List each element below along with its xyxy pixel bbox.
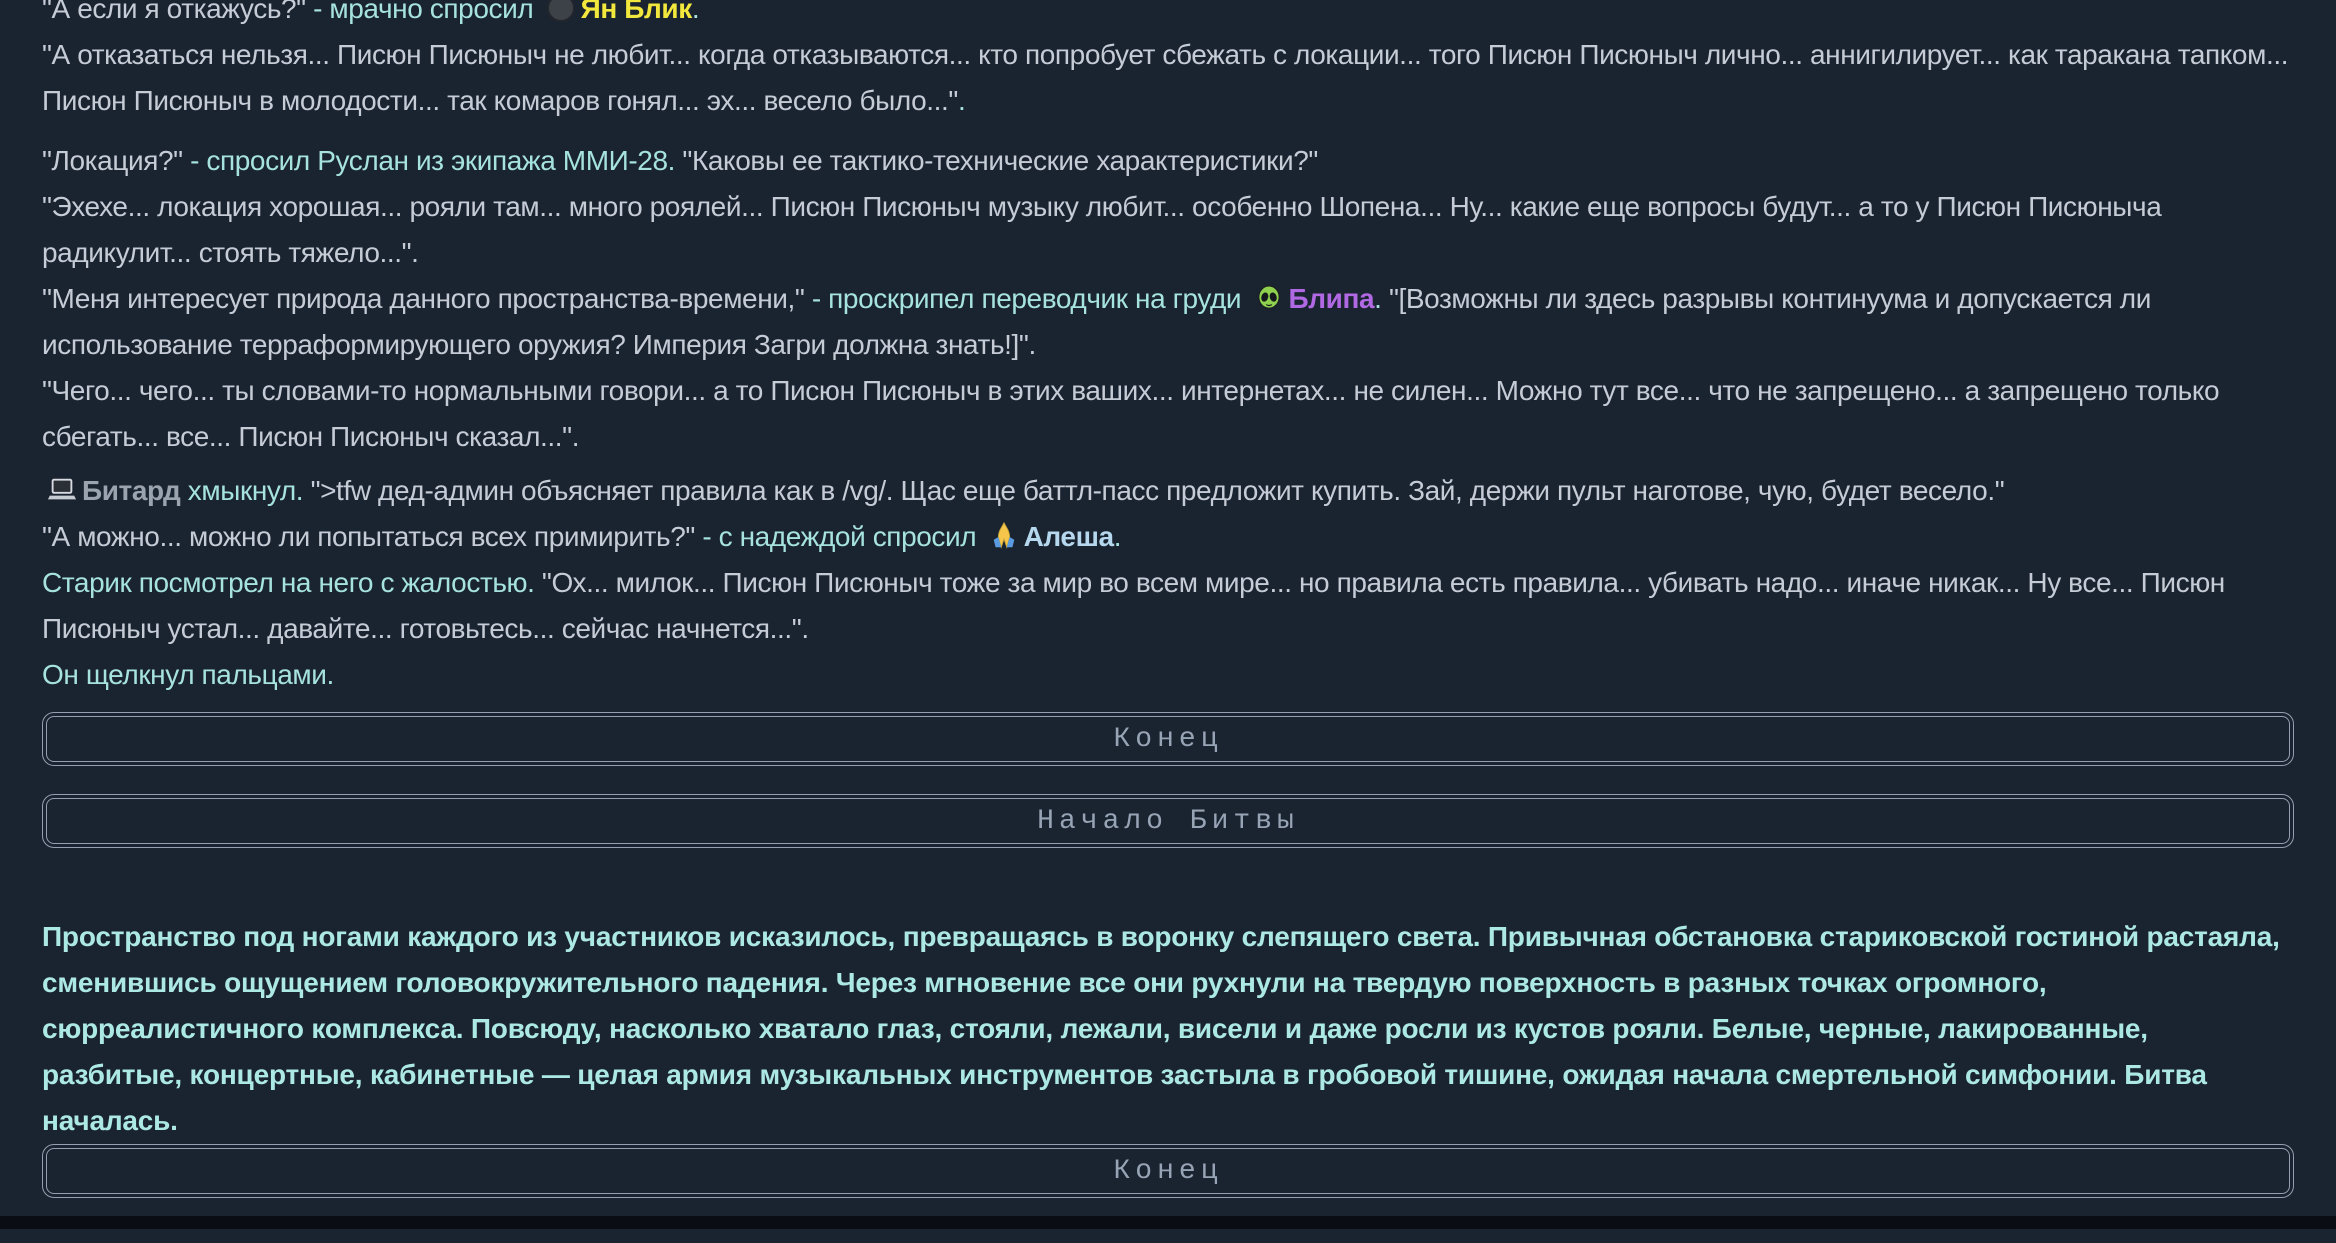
story-paragraph bbox=[42, 138, 2294, 184]
text-segment: . bbox=[691, 0, 700, 24]
text-segment: "А можно... можно ли попытаться всех примирить?" bbox=[42, 521, 703, 552]
text-segment: "Каковы ее тактико-технические характеристики?" bbox=[675, 145, 1318, 176]
story-paragraph bbox=[42, 514, 2294, 560]
story-paragraph bbox=[42, 652, 2294, 698]
text-segment bbox=[180, 475, 187, 506]
character-name: Ян Блик bbox=[580, 0, 692, 24]
end-button[interactable] bbox=[42, 712, 2294, 766]
character-name: Битард bbox=[82, 475, 181, 506]
text-segment: "[Возможны ли здесь разрывы континуума и допускается ли использование терраформирующего оружия? Империя Загри должна знать!]". bbox=[42, 283, 2151, 360]
story-paragraph bbox=[42, 184, 2294, 276]
text-segment: . bbox=[957, 85, 966, 116]
text-segment: Старик посмотрел на него с жалостью. bbox=[42, 567, 535, 598]
story-paragraph bbox=[42, 560, 2294, 652]
text-segment: "Локация?" bbox=[42, 145, 191, 176]
text-segment: . bbox=[1374, 283, 1382, 314]
battle-start-button-label: Начало Битвы bbox=[1037, 805, 1299, 837]
text-segment: "Меня интересует природа данного пространства-времени," bbox=[42, 283, 812, 314]
alien-emoji bbox=[1254, 283, 1284, 313]
text-segment: - мрачно спросил bbox=[313, 0, 541, 24]
story-paragraph bbox=[42, 276, 2294, 368]
new-moon-emoji bbox=[547, 0, 575, 22]
end-button-bottom-label: Конец bbox=[1113, 1155, 1223, 1187]
text-segment: - проскрипел переводчик на груди bbox=[811, 283, 1249, 314]
end-button-label: Конец bbox=[1113, 723, 1223, 755]
text-segment: . bbox=[1113, 521, 1122, 552]
character-name: Алеша bbox=[1023, 521, 1114, 552]
text-segment: "А отказаться нельзя... Писюн Писюныч не любит... когда отказываются... кто попробует сбежать с локации... того Писюн Писюныч лично... аннигилирует... как таракана тапком... Писюн Писюныч в молодости... так комаров гонял... эх... весело было..." bbox=[42, 39, 2289, 116]
text-segment: Он щелкнул пальцами. bbox=[42, 659, 334, 690]
text-segment: "А если я откажусь?" bbox=[42, 0, 314, 24]
story-paragraph bbox=[42, 368, 2294, 460]
text-segment: "Ох... милок... Писюн Писюныч тоже за мир во всем мире... но правила есть правила... убивать надо... иначе никак... Ну все... Писюн Писюныч устал... давайте... готовьтесь... сейчас начнется...". bbox=[42, 567, 2225, 644]
laptop-emoji bbox=[47, 475, 77, 505]
story-paragraph bbox=[42, 468, 2294, 514]
battle-start-button[interactable] bbox=[42, 794, 2294, 848]
text-segment: "Чего... чего... ты словами-то нормальными говори... а то Писюн Писюныч в этих ваших... интернетах... не силен... Можно тут все... что не запрещено... а запрещено только сбегать... все... Писюн Писюныч сказал...". bbox=[42, 375, 2220, 452]
text-segment: - с надеждой спросил bbox=[702, 521, 984, 552]
character-name: Блипа bbox=[1288, 283, 1375, 314]
text-segment: - спросил Руслан из экипажа ММИ-28. bbox=[190, 145, 676, 176]
text-segment: ">tfw дед-админ объясняет правила как в /vg/. Щас еще баттл-пасс предложит купить. Зай, держи пульт наготове, чую, будет весело." bbox=[303, 475, 2005, 506]
text-segment: "Эхехе... локация хорошая... рояли там... много роялей... Писюн Писюныч музыку любит... особенно Шопена... Ну... какие еще вопросы будут... а то у Писюн Писюныча радикулит... стоять тяжело...". bbox=[42, 191, 2162, 268]
text-segment: Пространство под ногами каждого из участников исказилось, превращаясь в воронку слепящего света. Привычная обстановка стариковской гостиной растаяла, сменившись ощущением головокружительного падения. Через мгновение все они рухнули на твердую поверхность в разных точках огромного, сюрреалистичного комплекса. Повсюду, насколько хватало глаз, стояли, лежали, висели и даже росли из кустов рояли. Белые, черные, лакированные, разбитые, концертные, кабинетные — целая армия музыкальных инструментов застыла в гробовой тишине, ожидая начала смертельной симфонии. Битва началась. bbox=[42, 921, 2280, 1136]
text-segment: хмыкнул. bbox=[187, 475, 304, 506]
end-button-bottom[interactable] bbox=[42, 1144, 2294, 1198]
battle-intro-paragraph bbox=[42, 914, 2294, 1144]
folded-hands-emoji bbox=[989, 521, 1019, 551]
bottom-edge-strip bbox=[0, 1216, 2336, 1229]
story-paragraph bbox=[42, 0, 2294, 32]
story-paragraph bbox=[42, 32, 2294, 124]
